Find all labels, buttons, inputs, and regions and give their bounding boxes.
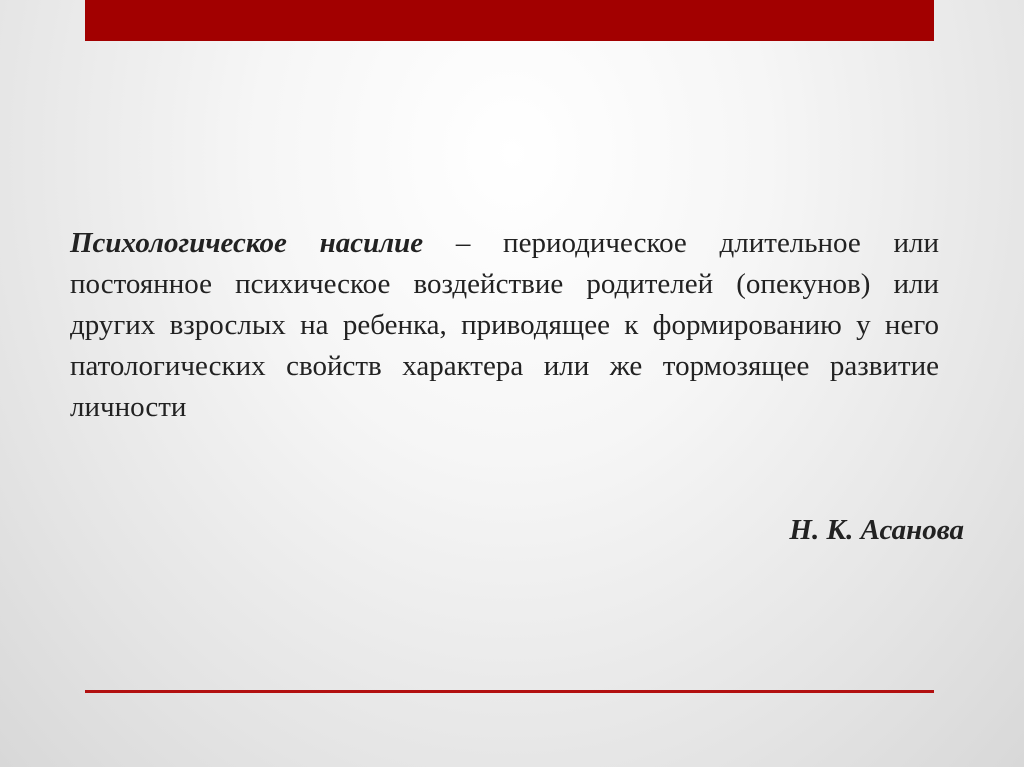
definition-term: Психологическое насилие — [70, 227, 424, 259]
definition-paragraph — [70, 223, 939, 428]
top-accent-bar — [85, 0, 934, 41]
definition-body: – периодическое длительное или постоянное психическое воздействие родителей (опекунов) или других взрослых на ребенка, приводящее к формированию у него патологических свойств характера или же тормозящее развитие личности — [70, 227, 939, 423]
bottom-divider-line — [85, 690, 934, 693]
author-name: Н. К. Асанова — [789, 514, 964, 546]
